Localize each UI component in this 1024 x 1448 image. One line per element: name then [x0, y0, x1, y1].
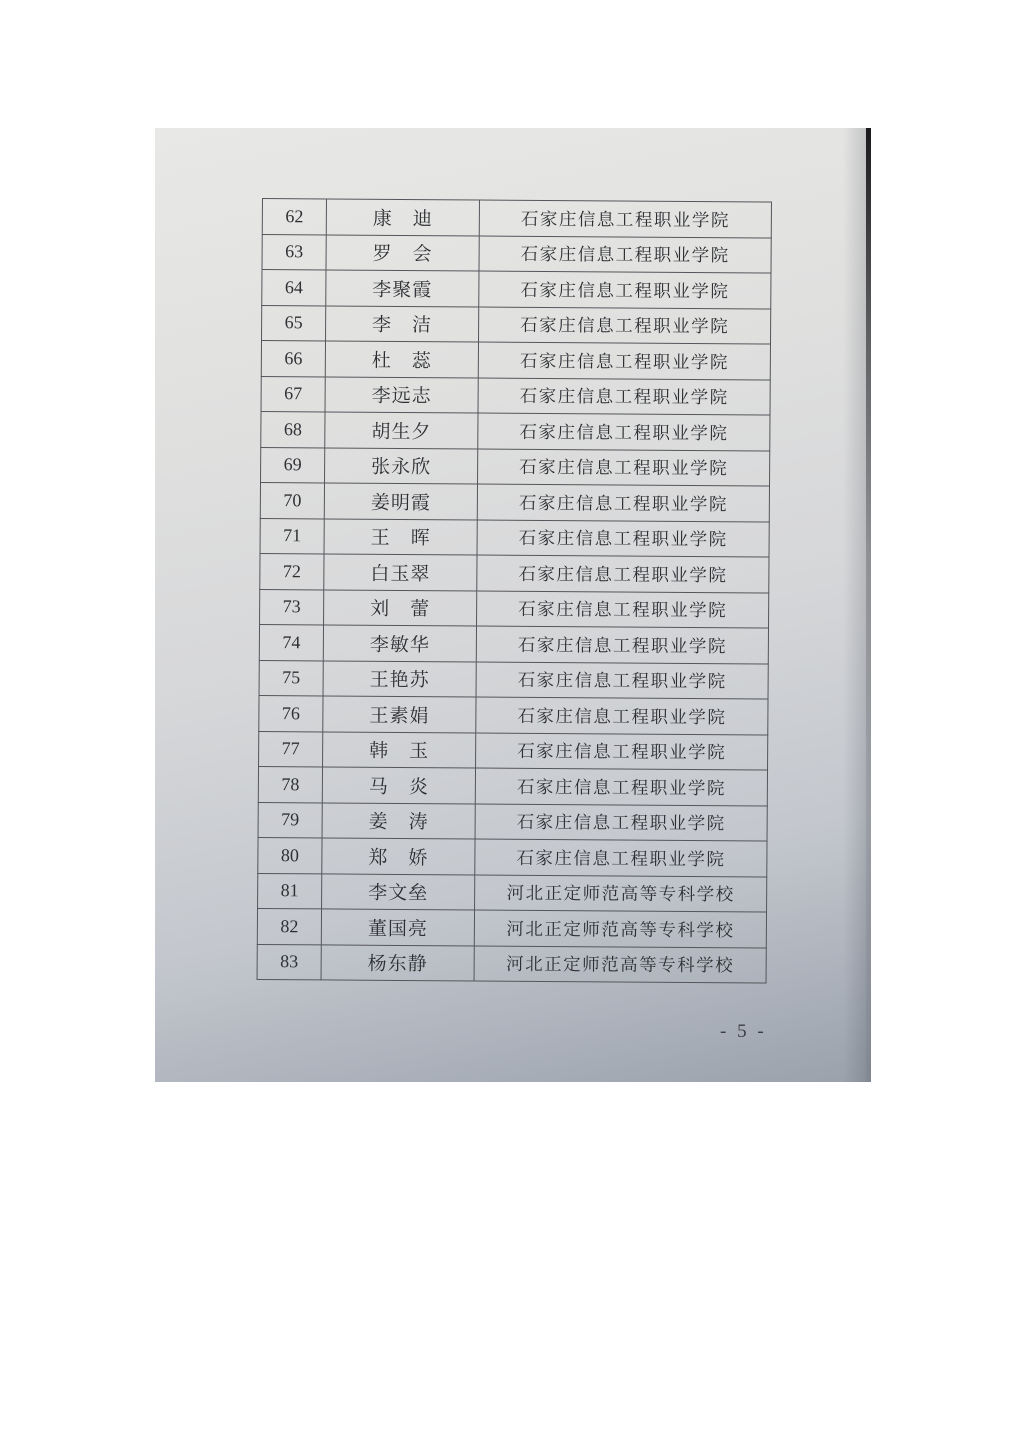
row-number-cell: 70: [260, 482, 324, 518]
name-cell: 王素娟: [323, 696, 476, 733]
name-cell: 李远志: [325, 376, 478, 413]
row-number-cell: 79: [258, 802, 322, 838]
row-number-cell: 68: [261, 411, 325, 447]
name-cell: 康 迪: [326, 199, 479, 236]
row-number-cell: 77: [259, 731, 323, 767]
school-cell: 石家庄信息工程职业学院: [477, 555, 769, 593]
school-cell: 石家庄信息工程职业学院: [475, 768, 767, 806]
school-cell: 石家庄信息工程职业学院: [477, 591, 769, 629]
table-row: [260, 482, 769, 521]
school-cell: 河北正定师范高等专科学校: [475, 875, 767, 913]
name-cell: 王艳苏: [323, 660, 476, 697]
roster-table-body: [257, 199, 771, 984]
name-cell: 郑 娇: [322, 838, 475, 875]
name-cell: 姜 涛: [322, 802, 475, 839]
name-cell: 李 洁: [326, 305, 479, 342]
school-cell: 石家庄信息工程职业学院: [478, 342, 770, 380]
school-cell: 石家庄信息工程职业学院: [475, 804, 767, 842]
table-row: [260, 553, 769, 592]
name-cell: 罗 会: [326, 234, 479, 271]
table-row: [261, 411, 770, 450]
row-number-cell: 75: [259, 660, 323, 696]
name-cell: 杨东静: [321, 944, 474, 981]
row-number-cell: 78: [258, 766, 322, 802]
row-number-cell: 76: [259, 695, 323, 731]
name-cell: 刘 蕾: [324, 589, 477, 626]
school-cell: 河北正定师范高等专科学校: [474, 910, 766, 948]
school-cell: 石家庄信息工程职业学院: [479, 236, 771, 274]
name-cell: 姜明霞: [324, 483, 477, 520]
table-row: [257, 908, 766, 947]
name-cell: 杜 蕊: [325, 341, 478, 378]
table-row: [262, 234, 771, 273]
school-cell: 石家庄信息工程职业学院: [476, 733, 768, 771]
row-number-cell: 71: [260, 518, 324, 554]
row-number-cell: 66: [261, 341, 325, 377]
school-cell: 石家庄信息工程职业学院: [476, 697, 768, 735]
school-cell: 石家庄信息工程职业学院: [477, 484, 769, 522]
name-cell: 李文垒: [322, 873, 475, 910]
roster-table: [257, 198, 772, 984]
table-row: [258, 766, 767, 805]
table-row: [259, 660, 768, 699]
school-cell: 石家庄信息工程职业学院: [475, 839, 767, 877]
row-number-cell: 80: [258, 837, 322, 873]
table-row: [259, 695, 768, 734]
name-cell: 王 晖: [324, 518, 477, 555]
name-cell: 张永欣: [325, 447, 478, 484]
row-number-cell: 82: [257, 908, 321, 944]
table-row: [258, 873, 767, 912]
row-number-cell: 67: [261, 376, 325, 412]
row-number-cell: 81: [258, 873, 322, 909]
school-cell: 石家庄信息工程职业学院: [476, 662, 768, 700]
table-row: [261, 376, 770, 415]
table-row: [262, 199, 771, 238]
row-number-cell: 63: [262, 234, 326, 270]
page-number: - 5 -: [720, 1021, 767, 1042]
paper-right-edge-line: [866, 128, 871, 1082]
row-number-cell: 83: [257, 944, 321, 980]
table-row: [257, 944, 766, 983]
table-row: [261, 447, 770, 486]
row-number-cell: 62: [262, 199, 326, 235]
scanned-document-photo: [155, 128, 871, 1082]
table-row: [260, 589, 769, 628]
row-number-cell: 69: [261, 447, 325, 483]
row-number-cell: 64: [262, 270, 326, 306]
row-number-cell: 72: [260, 553, 324, 589]
school-cell: 河北正定师范高等专科学校: [474, 946, 766, 984]
school-cell: 石家庄信息工程职业学院: [478, 378, 770, 416]
school-cell: 石家庄信息工程职业学院: [476, 626, 768, 664]
table-row: [262, 270, 771, 309]
table-row: [260, 518, 769, 557]
row-number-cell: 65: [262, 305, 326, 341]
school-cell: 石家庄信息工程职业学院: [478, 449, 770, 487]
school-cell: 石家庄信息工程职业学院: [477, 520, 769, 558]
name-cell: 胡生夕: [325, 412, 478, 449]
name-cell: 李聚霞: [326, 270, 479, 307]
school-cell: 石家庄信息工程职业学院: [479, 200, 771, 238]
table-row: [262, 305, 771, 344]
row-number-cell: 73: [260, 589, 324, 625]
name-cell: 韩 玉: [323, 731, 476, 768]
school-cell: 石家庄信息工程职业学院: [479, 271, 771, 309]
school-cell: 石家庄信息工程职业学院: [478, 413, 770, 451]
table-row: [258, 837, 767, 876]
name-cell: 李敏华: [323, 625, 476, 662]
name-cell: 马 炎: [322, 767, 475, 804]
table-row: [259, 624, 768, 663]
table-row: [259, 731, 768, 770]
table-row: [258, 802, 767, 841]
name-cell: 白玉翠: [324, 554, 477, 591]
row-number-cell: 74: [259, 624, 323, 660]
school-cell: 石家庄信息工程职业学院: [478, 307, 770, 345]
table-row: [261, 341, 770, 380]
name-cell: 董国亮: [321, 909, 474, 946]
